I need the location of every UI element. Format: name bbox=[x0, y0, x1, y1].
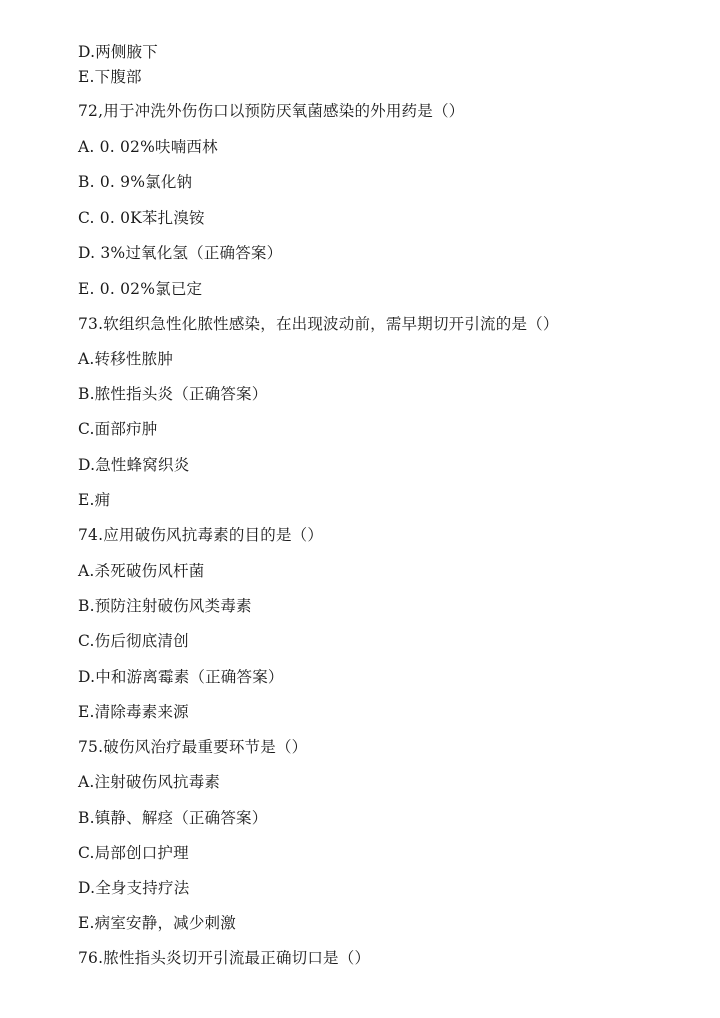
option-d-71: D.两侧腋下 bbox=[78, 43, 159, 61]
option-b-73: B.脓性指头炎（正确答案） bbox=[78, 385, 268, 403]
option-e-72: E. 0. 02%氯已定 bbox=[78, 280, 203, 298]
option-e-74: E.清除毒素来源 bbox=[78, 703, 189, 721]
option-c-72: C. 0. 0K苯扎溴铵 bbox=[78, 209, 205, 227]
option-c-74: C.伤后彻底清创 bbox=[78, 632, 189, 650]
option-a-73: A.转移性脓肿 bbox=[78, 350, 174, 368]
option-b-72: B. 0. 9%氯化钠 bbox=[78, 173, 193, 191]
option-d-72: D. 3%过氧化氢（正确答案） bbox=[78, 244, 283, 262]
option-c-73: C.面部疖肿 bbox=[78, 420, 158, 438]
option-e-73: E.痈 bbox=[78, 491, 111, 509]
question-74: 74.应用破伤风抗毒素的目的是（） bbox=[78, 526, 324, 544]
question-72: 72,用于冲洗外伤伤口以预防厌氧菌感染的外用药是（） bbox=[78, 102, 465, 120]
option-b-75: B.镇静、解痉（正确答案） bbox=[78, 809, 268, 827]
option-d-73: D.急性蜂窝织炎 bbox=[78, 456, 190, 474]
question-73: 73.软组织急性化脓性感染，在出现波动前，需早期切开引流的是（） bbox=[78, 315, 559, 333]
option-e-75: E.病室安静，减少刺激 bbox=[78, 914, 236, 932]
option-a-74: A.杀死破伤风杆菌 bbox=[78, 562, 205, 580]
option-d-74: D.中和游离霉素（正确答案） bbox=[78, 668, 284, 686]
option-d-75: D.全身支持疗法 bbox=[78, 879, 190, 897]
option-e-71: E.下腹部 bbox=[78, 68, 142, 86]
option-c-75: C.局部创口护理 bbox=[78, 844, 189, 862]
question-76: 76.脓性指头炎切开引流最正确切口是（） bbox=[78, 949, 371, 967]
option-a-72: A. 0. 02%呋喃西林 bbox=[78, 138, 218, 156]
option-a-75: A.注射破伤风抗毒素 bbox=[78, 773, 221, 791]
option-b-74: B.预防注射破伤风类毒素 bbox=[78, 597, 252, 615]
question-75: 75.破伤风治疗最重要环节是（） bbox=[78, 738, 308, 756]
